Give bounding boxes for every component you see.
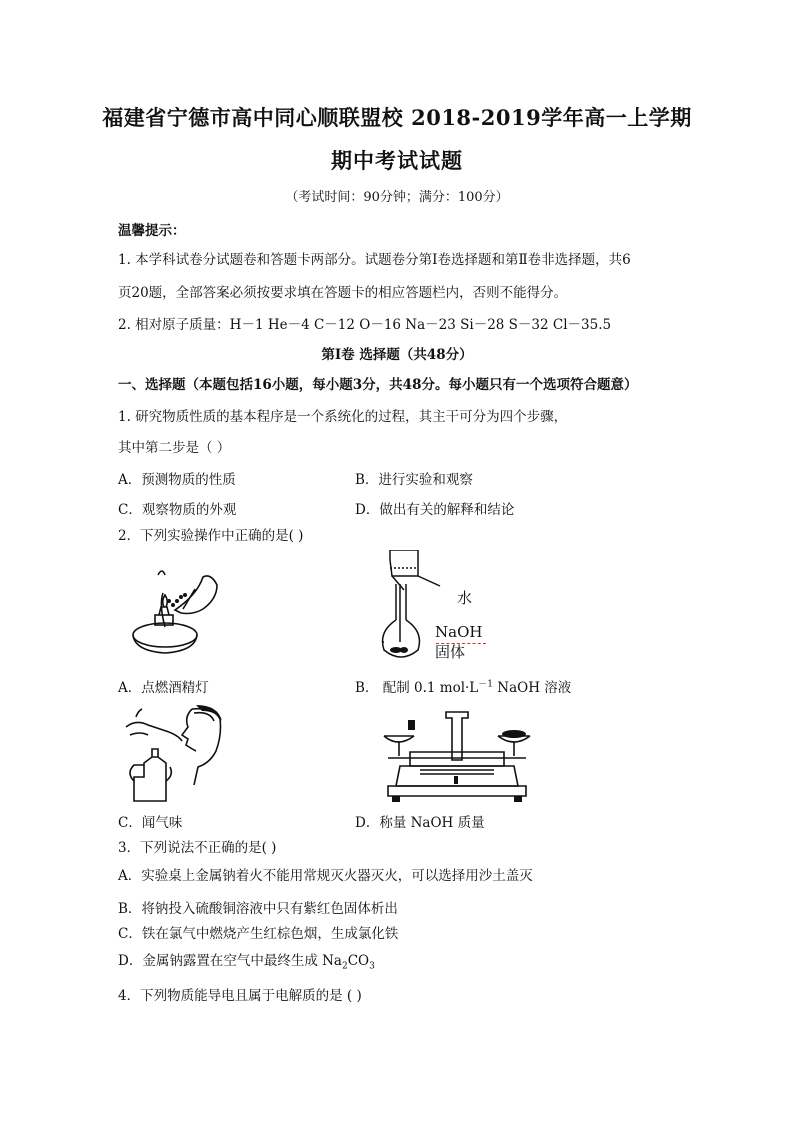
exam-title-line2: 期中考试试题: [331, 148, 463, 173]
q1-option-b: B．进行实验和观察: [355, 472, 473, 488]
tips-item1-line1: 1. 本学科试卷分试题卷和答题卡两部分。试题卷分第Ⅰ卷选择题和第Ⅱ卷非选择题，共6: [118, 252, 631, 268]
exam-subtitle: （考试时间：90分钟；满分：100分）: [285, 190, 509, 205]
section-heading: 一、选择题（本题包括16小题，每小题3分，共48分。每小题只有一个选项符合题意）: [118, 377, 638, 393]
q3-stem: 3．下列说法不正确的是( ): [118, 840, 277, 856]
q2-stem: 2．下列实验操作中正确的是( ): [118, 528, 304, 544]
balance-figure: [380, 708, 535, 803]
q2-option-c: C．闻气味: [118, 815, 183, 831]
q1-option-a: A．预测物质的性质: [118, 472, 236, 488]
q4-stem: 4．下列物质能导电且属于电解质的是 ( ): [118, 988, 362, 1004]
q2-option-b: B． 配制 0.1 $mol\cdot L^{-1}$ NaOH 溶液: [355, 679, 572, 696]
q1-stem-line1: 1. 研究物质性质的基本程序是一个系统化的过程，其主干可分为四个步骤，: [118, 409, 568, 425]
flask-label-solid: 固体: [435, 643, 466, 661]
alcohol-lamp-figure: [125, 565, 225, 660]
tips-heading: 温馨提示：: [118, 223, 186, 239]
exam-title-line1: 福建省宁德市高中同心顺联盟校 2018-2019学年高一上学期: [102, 105, 692, 130]
q1-stem-line2: 其中第二步是（ ）: [118, 440, 231, 456]
flask-label-water: 水: [457, 589, 473, 607]
q2-option-d: D．称量 NaOH 质量: [355, 815, 485, 831]
q3-option-b: B．将钠投入硫酸铜溶液中只有紫红色固体析出: [118, 901, 398, 917]
smelling-figure: [122, 705, 230, 805]
q2-option-a: A．点燃酒精灯: [118, 680, 209, 696]
q3-option-a: A．实验桌上金属钠着火不能用常规灭火器灭火，可以选择用沙土盖灭: [118, 868, 533, 884]
q1-option-d: D．做出有关的解释和结论: [355, 502, 515, 518]
q3-option-c: C．铁在氯气中燃烧产生红棕色烟，生成氯化铁: [118, 926, 399, 942]
tips-item1-line2: 页20题，全部答案必须按要求填在答题卡的相应答题栏内，否则不能得分。: [118, 285, 568, 301]
q3-option-d: D．金属钠露置在空气中最终生成 $Na_2CO_3$: [118, 953, 375, 972]
part-title: 第Ⅰ卷 选择题（共48分）: [321, 347, 473, 363]
flask-label-naoh: NaOH: [435, 623, 483, 641]
q1-option-c: C．观察物质的外观: [118, 502, 237, 518]
tips-item2: 2. 相对原子质量：H－1 He－4 C－12 O－16 Na－23 Si－28 S－32 Cl－35.5: [118, 317, 612, 333]
